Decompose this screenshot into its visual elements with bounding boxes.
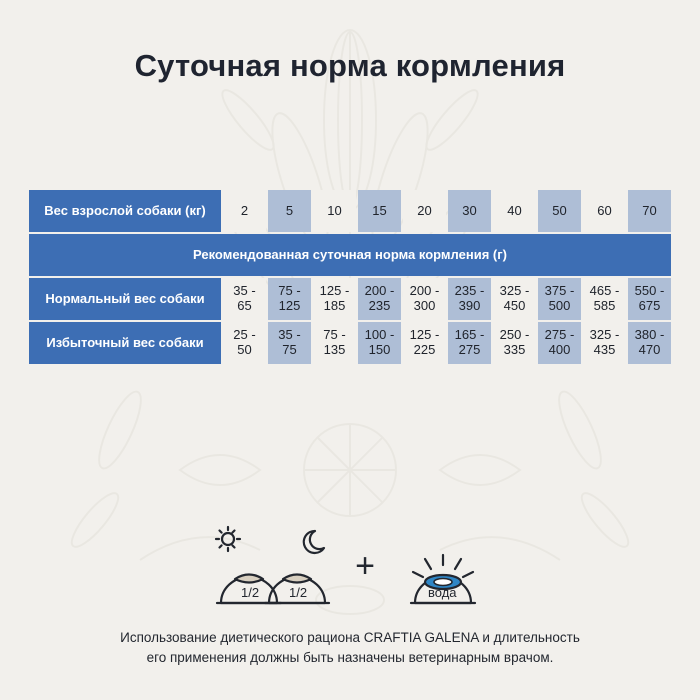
value-cell: 165 - 275: [448, 322, 491, 364]
value-cell: 465 - 585: [583, 278, 626, 320]
row-header-normal: Нормальный вес собаки: [29, 278, 221, 320]
weight-cell: 60: [583, 190, 626, 232]
value-cell: 235 - 390: [448, 278, 491, 320]
weight-cell: 40: [493, 190, 536, 232]
value-cell: 275 - 400: [538, 322, 581, 364]
water-bowl-icon: [393, 525, 493, 615]
weight-cell: 70: [628, 190, 671, 232]
value-cell: 125 - 225: [403, 322, 446, 364]
value-cell: 200 - 235: [358, 278, 401, 320]
band-label: Рекомендованная суточная норма кормления (г): [29, 234, 671, 276]
weight-cell: 30: [448, 190, 491, 232]
table-row-weights: [29, 190, 671, 232]
plus-sign: +: [355, 547, 375, 585]
table-row: [29, 278, 671, 320]
value-cell: 380 - 470: [628, 322, 671, 364]
value-cell: 75 - 135: [313, 322, 356, 364]
value-cell: 200 - 300: [403, 278, 446, 320]
value-cell: 325 - 435: [583, 322, 626, 364]
weight-cell: 5: [268, 190, 311, 232]
row-header-overweight: Избыточный вес собаки: [29, 322, 221, 364]
weight-cell: 10: [313, 190, 356, 232]
value-cell: 35 - 65: [223, 278, 266, 320]
value-cell: 325 - 450: [493, 278, 536, 320]
weight-cell: 50: [538, 190, 581, 232]
half-portion-morning-label: 1/2: [241, 585, 260, 600]
footer-note: [60, 628, 640, 667]
value-cell: 250 - 335: [493, 322, 536, 364]
value-cell: 35 - 75: [268, 322, 311, 364]
half-portion-evening-label: 1/2: [289, 585, 308, 600]
footer-line-1: Использование диетического рациона CRAFTIA GALENA и длительность: [120, 630, 580, 645]
bowl-halves-icon: [207, 525, 337, 615]
row-header-weight: Вес взрослой собаки (кг): [29, 190, 221, 232]
footer-line-2: его применения должны быть назначены ветеринарным врачом.: [146, 649, 554, 665]
weight-cell: 15: [358, 190, 401, 232]
value-cell: 25 - 50: [223, 322, 266, 364]
value-cell: 550 - 675: [628, 278, 671, 320]
feeding-icons: [0, 520, 700, 620]
value-cell: 375 - 500: [538, 278, 581, 320]
table-row: [29, 322, 671, 364]
value-cell: 75 - 125: [268, 278, 311, 320]
feeding-table: [27, 188, 673, 366]
table-row-band: [29, 234, 671, 276]
weight-cell: 20: [403, 190, 446, 232]
weight-cell: 2: [223, 190, 266, 232]
value-cell: 125 - 185: [313, 278, 356, 320]
water-label: вода: [427, 585, 457, 600]
value-cell: 100 - 150: [358, 322, 401, 364]
page-title: Суточная норма кормления: [134, 48, 566, 83]
